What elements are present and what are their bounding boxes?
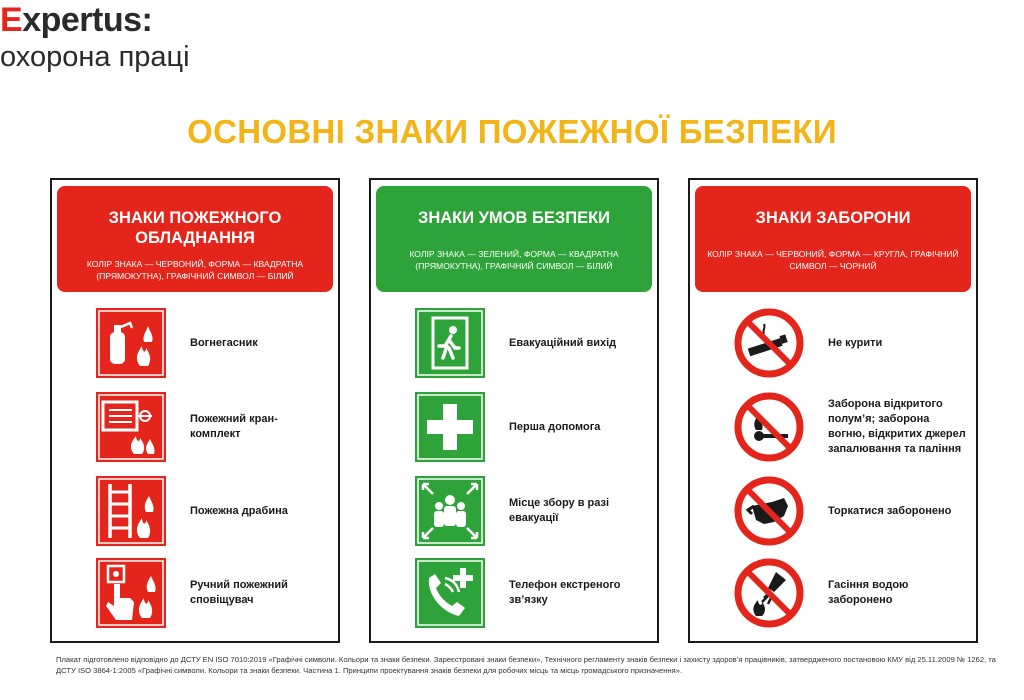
sign-label: Телефон екстреного зв’язку: [509, 579, 621, 606]
sign-label: Евакуаційний вихід: [509, 336, 617, 349]
panel-description: КОЛІР ЗНАКА — ЧЕРВОНИЙ, ФОРМА — КВАДРАТНА (ПРЯМОКУТНА), ГРАФІЧНИЙ СИМВОЛ — БІЛИЙ: [86, 259, 304, 281]
panel-fire-equipment: [50, 178, 340, 643]
no-touching-icon: [734, 476, 804, 546]
fire-ladder-icon: [96, 476, 166, 546]
panel-header: [376, 186, 652, 292]
sign-label: Торкатися заборонено: [828, 504, 952, 517]
panel-safety-conditions: [369, 178, 659, 643]
no-water-extinguishing-icon: [734, 558, 804, 628]
sign-label: Пожежний кран-комплект: [190, 413, 278, 440]
sign-row: [52, 308, 338, 384]
logo-brand-rest: xpertus:: [22, 1, 153, 39]
no-smoking-icon: [734, 308, 804, 378]
fire-alarm-button-icon: [96, 558, 166, 628]
sign-label: Перша допомога: [509, 420, 601, 433]
sign-label: Пожежна драбина: [190, 504, 288, 517]
panel-title: ЗНАКИ ПОЖЕЖНОГО ОБЛАДНАННЯ: [108, 209, 282, 247]
emergency-phone-icon: [415, 558, 485, 628]
panel-header: [695, 186, 971, 292]
logo-subtitle: охорона праці: [0, 41, 190, 73]
panel-title: ЗНАКИ ЗАБОРОНИ: [755, 209, 911, 227]
panel-title: ЗНАКИ УМОВ БЕЗПЕКИ: [417, 209, 611, 227]
no-open-flame-icon: [734, 392, 804, 462]
sign-row: [52, 558, 338, 634]
fire-extinguisher-icon: [96, 308, 166, 378]
sign-label: Місце збору в разі евакуації: [509, 497, 610, 524]
sign-label: Не курити: [828, 336, 883, 349]
panel-description: КОЛІР ЗНАКА — ЗЕЛЕНИЙ, ФОРМА — КВАДРАТНА (ПРЯМОКУТНА), ГРАФІЧНИЙ СИМВОЛ — БІЛИЙ: [409, 249, 619, 271]
sign-row: [690, 476, 976, 552]
sign-row: [52, 476, 338, 552]
panel-prohibition: [688, 178, 978, 643]
logo-brand-e: E: [0, 1, 23, 39]
sign-row: [52, 392, 338, 468]
panel-description: КОЛІР ЗНАКА — ЧЕРВОНИЙ, ФОРМА — КРУГЛА, ГРАФІЧНИЙ СИМВОЛ — ЧОРНИЙ: [707, 249, 959, 271]
sign-row: [690, 308, 976, 384]
sign-row: [371, 476, 657, 552]
emergency-exit-icon: [415, 308, 485, 378]
sign-row: [690, 392, 976, 468]
panel-header: [57, 186, 333, 292]
sign-label: Ручний пожежний сповіщувач: [190, 579, 288, 606]
logo-brand: [0, 0, 152, 40]
sign-label: Гасіння водою заборонено: [828, 579, 909, 606]
sign-row: [371, 308, 657, 384]
sign-label: Заборона відкритого полум’я; заборона вогню, відкритих джерел запалювання та паління: [828, 398, 966, 455]
footer-note: Плакат підготовлено відповідно до ДСТУ EN ISO 7010:2019 «Графічні символи. Кольори та знаки безпеки. Зареєстровані знаки безпеки», Технічного регламенту знаків безпеки і захисту здоров’я працівників, затвердженого постановою КМУ від 25.11.2009 № 1262, та ДСТУ ISO 3864-1:2005 «Графічні символи. Кольори та знаки безпеки. Частина 1. Принципи проектування знаків безпеки для робочих місць та місць громадського призначення».: [56, 655, 996, 675]
first-aid-cross-icon: [415, 392, 485, 462]
page-title: ОСНОВНІ ЗНАКИ ПОЖЕЖНОЇ БЕЗПЕКИ: [187, 113, 837, 150]
assembly-point-icon: [415, 476, 485, 546]
sign-row: [371, 392, 657, 468]
sign-row: [690, 558, 976, 634]
fire-hose-icon: [96, 392, 166, 462]
sign-label: Вогнегасник: [190, 336, 258, 349]
sign-row: [371, 558, 657, 634]
